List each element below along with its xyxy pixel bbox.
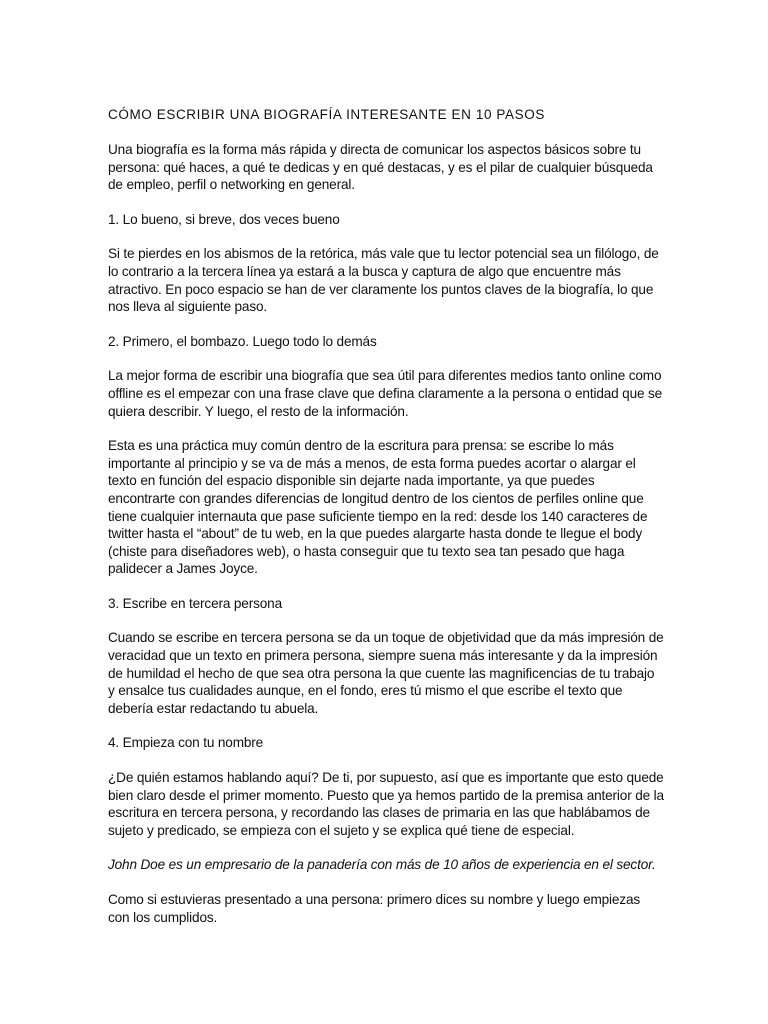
section-4-paragraph: ¿De quién estamos hablando aquí? De ti, por supuesto, así que es importante que esto quede bien claro desde el primer momento. Puesto que ya hemos partido de la premisa anterior de la escritura en tercera persona, y recordando las clases de primaria en las que hablábamos de sujeto y predicado, se empieza con el sujeto y se explica qué tiene de especial. (108, 770, 664, 838)
section-4-example: John Doe es un empresario de la panadería con más de 10 años de experiencia en el sector. (108, 857, 656, 873)
section-3-paragraph: Cuando se escribe en tercera persona se da un toque de objetividad que da más impresión de veracidad que un texto en primera persona, siempre suena más interesante y da la impresión de humildad el hecho de que sea otra persona la que cuente las magnificencias de tu trabajo y ensalce tus cualidades aunque, en el fondo, eres tú mismo el que escribe el texto que debería estar redactando tu abuela. (108, 630, 664, 716)
intro-paragraph: Una biografía es la forma más rápida y directa de comunicar los aspectos básicos sobre tu persona: qué haces, a qué te dedicas y en qué destacas, y es el pilar de cualquier búsqueda de empleo, perfil o networking en general. (108, 142, 653, 193)
section-1-heading: 1. Lo bueno, si breve, dos veces bueno (108, 211, 340, 227)
section-2-heading: 2. Primero, el bombazo. Luego todo lo demás (108, 333, 377, 349)
section-4-heading: 4. Empieza con tu nombre (108, 735, 264, 751)
section-4-closing: Como si estuvieras presentado a una persona: primero dices su nombre y luego empiezas con los cumplidos. (108, 892, 641, 925)
document-title: CÓMO ESCRIBIR UNA BIOGRAFÍA INTERESANTE EN 10 PASOS (108, 107, 545, 122)
section-1-paragraph: Si te pierdes en los abismos de la retórica, más vale que tu lector potencial sea un filólogo, de lo contrario a la tercera línea ya estará a la busca y captura de algo que encuentre más atractivo. En poco espacio se han de ver claramente los puntos claves de la biografía, lo que nos lleva al siguiente paso. (108, 246, 659, 315)
section-2-paragraph-2: Esta es una práctica muy común dentro de la escritura para prensa: se escribe lo más importante al principio y se va de más a menos, de esta forma puedes acortar o alargar el texto en función del espacio disponible sin dejarte nada importante, ya que puedes encontrarte con grandes diferencias de longitud dentro de los cientos de perfiles online que tiene cualquier internauta que pase suficiente tiempo en la red: desde los 140 caracteres de twitter hasta el “about” de tu web, en la que puedes alargarte hasta donde te llegue el body (chiste para diseñadores web), o hasta conseguir que tu texto sea tan pesado que haga palidecer a James Joyce. (108, 438, 648, 577)
section-3-heading: 3. Escribe en tercera persona (108, 595, 282, 611)
section-2-paragraph-1: La mejor forma de escribir una biografía que sea útil para diferentes medios tanto online como offline es el empezar con una frase clave que defina claramente a la persona o entidad que se quiera describir. Y luego, el resto de la información. (108, 368, 663, 419)
document-page (108, 106, 664, 943)
